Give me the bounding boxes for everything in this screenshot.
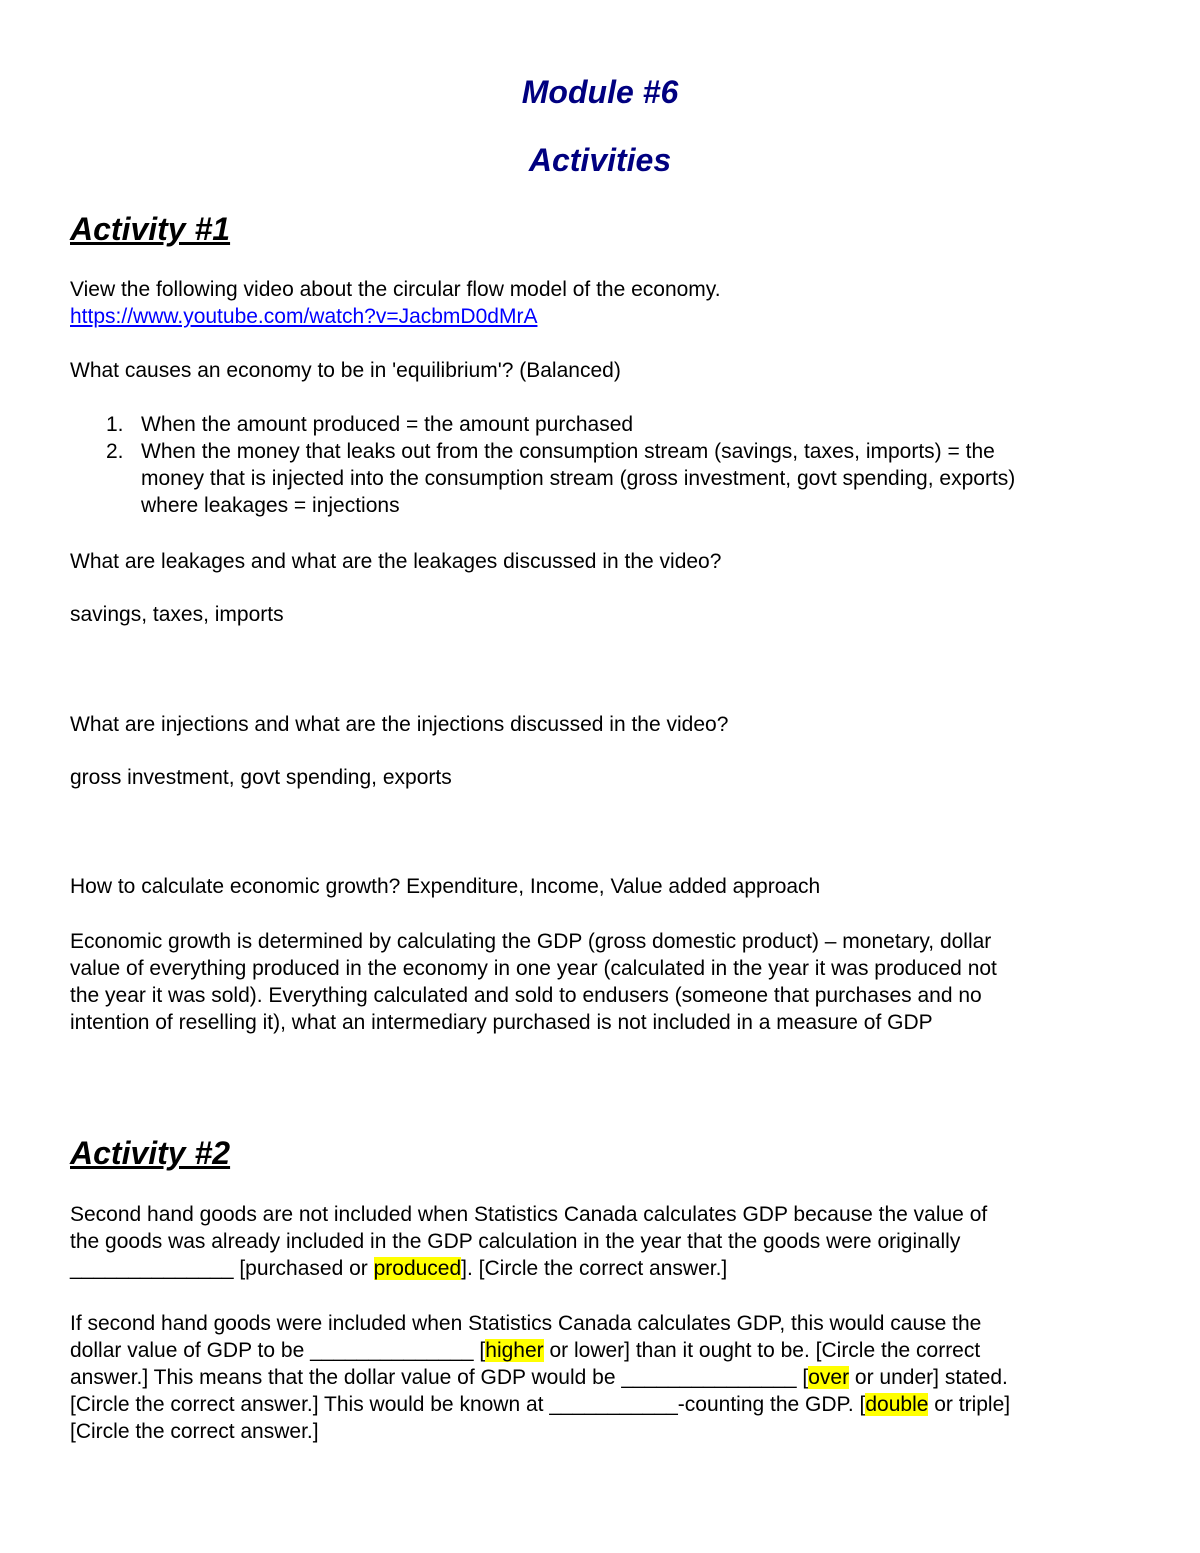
- paragraph-line: [70, 1391, 1130, 1418]
- second-hand-paragraph-1: [70, 1201, 1130, 1282]
- paragraph-line: [70, 1337, 1130, 1364]
- highlighted-answer-double: double: [865, 1393, 929, 1416]
- paragraph-line: [70, 1255, 1130, 1282]
- answer-growth-line: intention of reselling it), what an intermediary purchased is not included in a measure of GDP: [70, 1011, 933, 1034]
- paragraph-line: If second hand goods were included when Statistics Canada calculates GDP, this would cause the: [70, 1312, 982, 1335]
- activity-1-intro: [70, 276, 1130, 330]
- paragraph-text: answer.] This means that the dollar value of GDP would be _______________ [: [70, 1366, 809, 1389]
- highlighted-answer-higher: higher: [485, 1339, 544, 1362]
- answer-growth: [70, 928, 1130, 1036]
- paragraph-line: [70, 1364, 1130, 1391]
- list-number: 1.: [106, 413, 124, 436]
- highlighted-answer-over: over: [808, 1366, 850, 1389]
- paragraph-line: [Circle the correct answer.]: [70, 1420, 319, 1443]
- paragraph-text: ]. [Circle the correct answer.]: [461, 1257, 728, 1280]
- paragraph-text: [Circle the correct answer.] This would be known at ___________-counting the GDP. [: [70, 1393, 866, 1416]
- list-number: 2.: [106, 440, 124, 463]
- activity-1-heading: Activity #1: [70, 211, 231, 247]
- question-leakages: What are leakages and what are the leakages discussed in the video?: [70, 550, 722, 573]
- highlighted-answer-produced: produced: [373, 1257, 462, 1280]
- module-subtitle: Activities: [528, 142, 672, 178]
- question-growth: How to calculate economic growth? Expenditure, Income, Value added approach: [70, 875, 821, 898]
- paragraph-text: or under] stated.: [849, 1366, 1008, 1389]
- list-item-text: When the amount produced = the amount purchased: [141, 413, 634, 436]
- list-item-text: money that is injected into the consumption stream (gross investment, govt spending, exports): [141, 467, 1016, 490]
- answer-leakages: savings, taxes, imports: [70, 603, 284, 626]
- paragraph-line: Second hand goods are not included when Statistics Canada calculates GDP because the value of: [70, 1203, 988, 1226]
- paragraph-text: or triple]: [928, 1393, 1011, 1416]
- video-link[interactable]: https://www.youtube.com/watch?v=JacbmD0dMrA: [70, 305, 538, 328]
- paragraph-text: ______________ [purchased or: [70, 1257, 374, 1280]
- paragraph-line: the goods was already included in the GDP calculation in the year that the goods were originally: [70, 1230, 961, 1253]
- answer-growth-line: the year it was sold). Everything calculated and sold to endusers (someone that purchases and no: [70, 984, 982, 1007]
- answer-injections: gross investment, govt spending, exports: [70, 766, 452, 789]
- list-item-text: When the money that leaks out from the consumption stream (savings, taxes, imports) = the: [141, 440, 995, 463]
- question-injections: What are injections and what are the injections discussed in the video?: [70, 713, 729, 736]
- list-item: [70, 438, 1140, 519]
- answer-growth-line: Economic growth is determined by calculating the GDP (gross domestic product) – monetary, dollar: [70, 930, 992, 953]
- list-item: [70, 411, 1140, 438]
- second-hand-paragraph-2: [70, 1310, 1130, 1445]
- answer-list: [70, 411, 1140, 519]
- module-title: Module #6: [521, 74, 679, 110]
- paragraph-text: dollar value of GDP to be ______________ [: [70, 1339, 486, 1362]
- activity-2-heading: Activity #2: [70, 1135, 231, 1171]
- paragraph-text: or lower] than it ought to be. [Circle the correct: [543, 1339, 981, 1362]
- answer-growth-line: value of everything produced in the economy in one year (calculated in the year it was produced not: [70, 957, 997, 980]
- list-item-text: where leakages = injections: [141, 494, 400, 517]
- intro-text: View the following video about the circular flow model of the economy.: [70, 278, 721, 301]
- question-equilibrium: What causes an economy to be in 'equilibrium'? (Balanced): [70, 359, 621, 382]
